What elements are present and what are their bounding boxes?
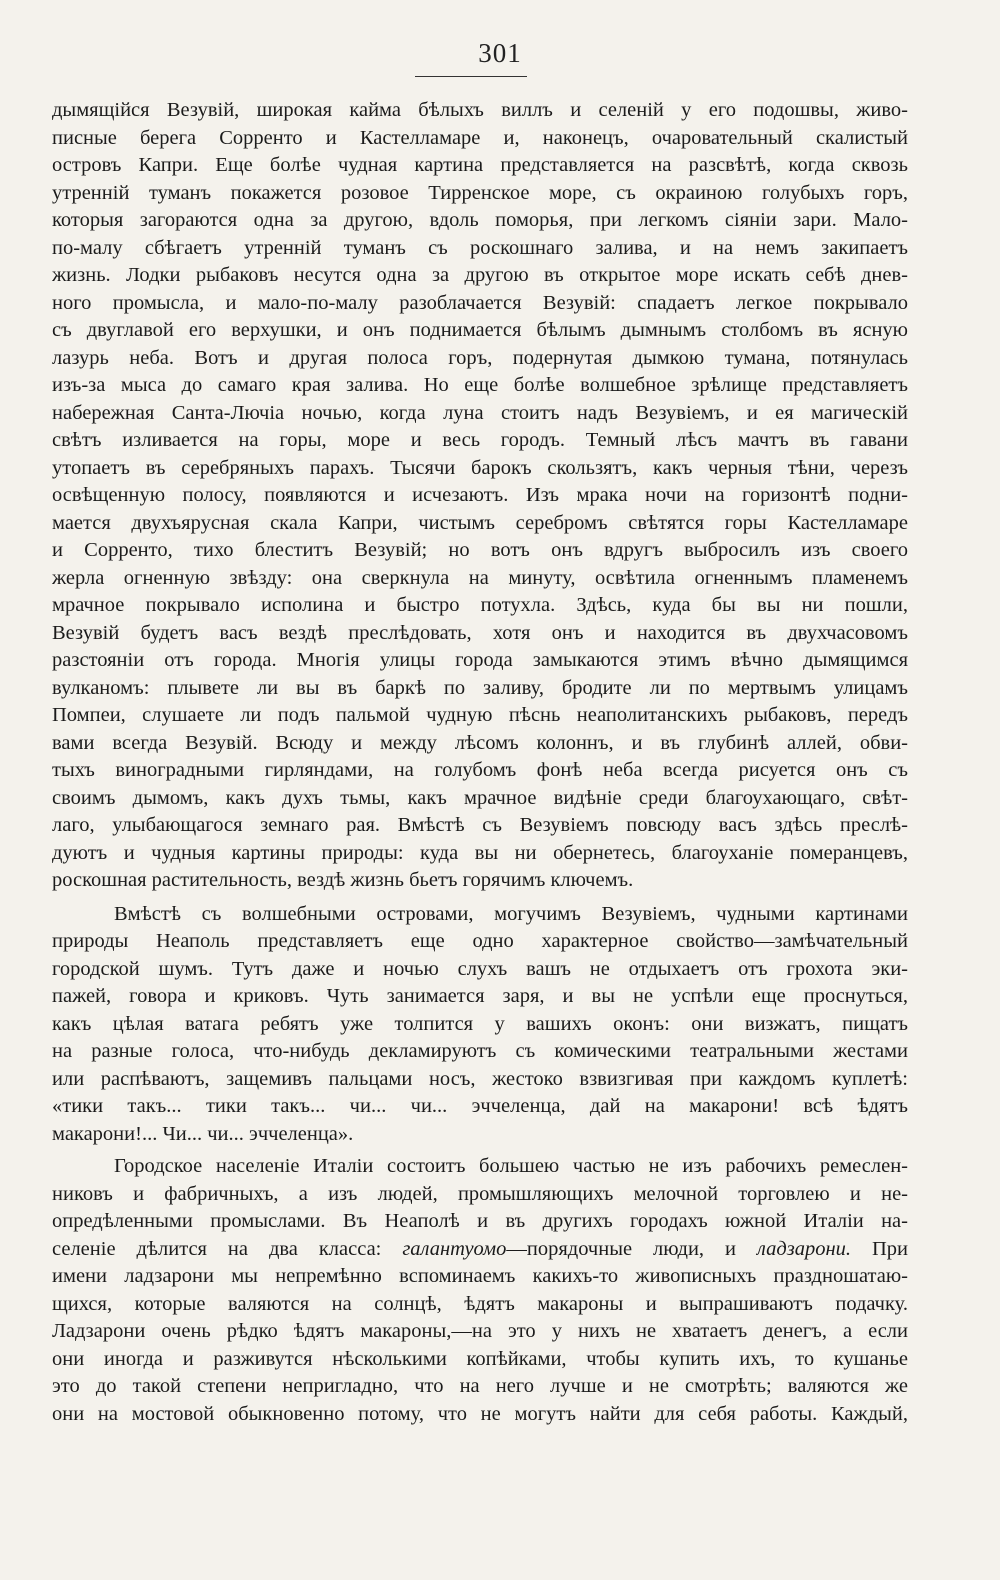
page-body-text (52, 97, 908, 1428)
text-fragment: При (851, 1237, 908, 1260)
text-line: утопаетъ въ серебряныхъ парахъ. Тысячи барокъ скользятъ, какъ черныя тѣни, черезъ (52, 456, 908, 479)
text-line: вулканомъ: плывете ли вы въ баркѣ по заливу, бродите ли по мертвымъ улицамъ (52, 676, 908, 699)
text-line: островъ Капри. Еще болѣе чудная картина представляется на разсвѣтѣ, когда сквозь (52, 154, 908, 176)
text-line: лаго, улыбающагося земнаго рая. Вмѣстѣ съ Везувіемъ повсюду васъ здѣсь преслѣ- (52, 814, 908, 836)
text-line: изъ-за мыса до самаго края залива. Но еще болѣе волшебное зрѣлище представляетъ (52, 374, 908, 396)
text-line: имени ладзарони мы непремѣнно вспоминаемъ какихъ-то живописныхъ праздношатаю- (52, 1265, 908, 1287)
text-line: тыхъ виноградными гирляндами, на голубомъ фонѣ неба всегда рисуется онъ съ (52, 759, 908, 781)
text-line: свѣтъ изливается на горы, море и весь городъ. Темный лѣсъ мачтъ въ гавани (52, 429, 908, 451)
text-line: они иногда и разживутся нѣсколькими копѣйками, чтобы купить ихъ, то кушанье (52, 1347, 908, 1370)
text-line: на разные голоса, что-нибудь декламируютъ съ комическими театральными жестами (52, 1040, 908, 1062)
text-fragment: —порядочные люди, и (506, 1237, 757, 1260)
text-line: и Сорренто, тихо блеститъ Везувій; но вотъ онъ вдругъ выбросилъ изъ своего (52, 539, 908, 561)
text-line: природы Неаполь представляетъ еще одно характерное свойство—замѣчательный (52, 930, 908, 952)
paragraph-3 (52, 1153, 908, 1428)
text-line: набережная Санта-Лючіа ночью, когда луна стоитъ надъ Везувіемъ, и ея магическій (52, 401, 908, 424)
text-line: это до такой степени непригладно, что на него лучше и не смотрѣть; валяются же (52, 1375, 908, 1397)
text-line: или распѣваютъ, защемивъ пальцами носъ, жестоко взвизгивая при каждомъ куплетѣ: (52, 1067, 908, 1090)
text-line: мрачное покрывало исполина и быстро потухла. Здѣсь, куда бы вы ни пошли, (52, 594, 908, 616)
text-line: лазурь неба. Вотъ и другая полоса горъ, подернутая дымкою тумана, потянулась (52, 346, 908, 369)
page-number: 301 (478, 38, 522, 68)
text-line: разстояніи отъ города. Многія улицы города замыкаются этимъ вѣчно дымящимся (52, 649, 908, 671)
text-line: роскошная растительность, вездѣ жизнь бьетъ горячимъ ключемъ. (52, 869, 634, 891)
paragraph-2 (52, 901, 908, 1149)
text-line: жерла огненную звѣзду: она сверкнула на минуту, освѣтила огненнымъ пламенемъ (52, 566, 908, 589)
text-line: дуютъ и чудныя картины природы: куда вы ни обернетесь, благоуханіе померанцевъ, (52, 841, 908, 864)
text-line: освѣщенную полосу, появляются и исчезаютъ. Изъ мрака ночи на горизонтѣ подни- (52, 484, 908, 506)
text-line: макарони!... Чи... чи... эччеленца». (52, 1122, 354, 1145)
text-line: городской шумъ. Тутъ даже и ночью слухъ вашъ не отдыхаетъ отъ грохота эки- (52, 957, 908, 980)
text-line: своимъ дымомъ, какъ духъ тьмы, какъ мрачное видѣніе среди благоухающаго, свѣт- (52, 786, 908, 809)
text-line: пажей, говора и криковъ. Чуть занимается заря, и вы не успѣли еще проснуться, (52, 985, 908, 1007)
text-line: Вмѣстѣ съ волшебными островами, могучимъ Везувіемъ, чудными картинами (114, 902, 908, 925)
text-line: съ двуглавой его верхушки, и онъ поднимается бѣлымъ дымнымъ столбомъ въ ясную (52, 319, 908, 341)
text-line: «тики такъ... тики такъ... чи... чи... эччеленца, дай на макарони! всѣ ѣдятъ (52, 1095, 908, 1117)
text-line: ного промысла, и мало-по-малу разоблачается Везувій: спадаетъ легкое покрывало (52, 291, 908, 314)
text-line: опредѣленными промыслами. Въ Неаполѣ и въ другихъ городахъ южной Италіи на- (52, 1210, 908, 1232)
text-line: дымящійся Везувій, широкая кайма бѣлыхъ виллъ и селеній у его подошвы, живо- (52, 99, 908, 121)
text-line: писные берега Сорренто и Кастелламаре и, наконецъ, очаровательный скалистый (52, 126, 908, 149)
text-fragment: селеніе дѣлится на два класса: (52, 1237, 403, 1260)
italic-term: ладзарони. (756, 1237, 852, 1260)
italic-term: галантуомо (402, 1237, 507, 1260)
text-line: по-малу сбѣгаетъ утренній туманъ съ роскошнаго залива, и на немъ закипаетъ (52, 236, 908, 259)
text-line: Ладзарони очень рѣдко ѣдятъ макароны,—на это у нихъ не хватаетъ денегъ, а если (52, 1320, 908, 1342)
text-line: жизнь. Лодки рыбаковъ несутся одна за другою въ открытое море искать себѣ днев- (52, 264, 908, 286)
text-line: щихся, которые валяются на солнцѣ, ѣдятъ макароны и выпрашиваютъ подачку. (52, 1292, 908, 1315)
text-line: утренній туманъ покажется розовое Тирренское море, съ окраиною голубыхъ горъ, (52, 181, 908, 204)
text-line: вами всегда Везувій. Всюду и между лѣсомъ колоннъ, и въ глубинѣ аллей, обви- (52, 731, 908, 754)
text-line: мается двухъярусная скала Капри, чистымъ серебромъ свѣтятся горы Кастелламаре (52, 511, 908, 534)
text-line: Городское населеніе Италіи состоитъ большею частью не изъ рабочихъ ремеслен- (114, 1155, 908, 1177)
text-line: которыя загораются одна за другою, вдоль поморья, при легкомъ сіяніи зари. Мало- (52, 209, 908, 231)
text-line-with-italics (52, 1236, 908, 1264)
paragraph-1 (52, 97, 908, 895)
text-line: какъ цѣлая ватага ребятъ уже толпится у вашихъ оконъ: они визжатъ, пищатъ (52, 1012, 908, 1035)
text-line: Помпеи, слушаете ли подъ пальмой чудную пѣснь неаполитанскихъ рыбаковъ, передъ (52, 704, 908, 726)
text-line: они на мостовой обыкновенно потому, что не могутъ найти для себя работы. Каждый, (52, 1402, 908, 1425)
text-line: Везувій будетъ васъ вездѣ преслѣдовать, хотя онъ и находится въ двухчасовомъ (52, 621, 908, 644)
text-line: никовъ и фабричныхъ, а изъ людей, промышляющихъ мелочной торговлею и не- (52, 1182, 908, 1205)
header-rule (415, 76, 527, 77)
